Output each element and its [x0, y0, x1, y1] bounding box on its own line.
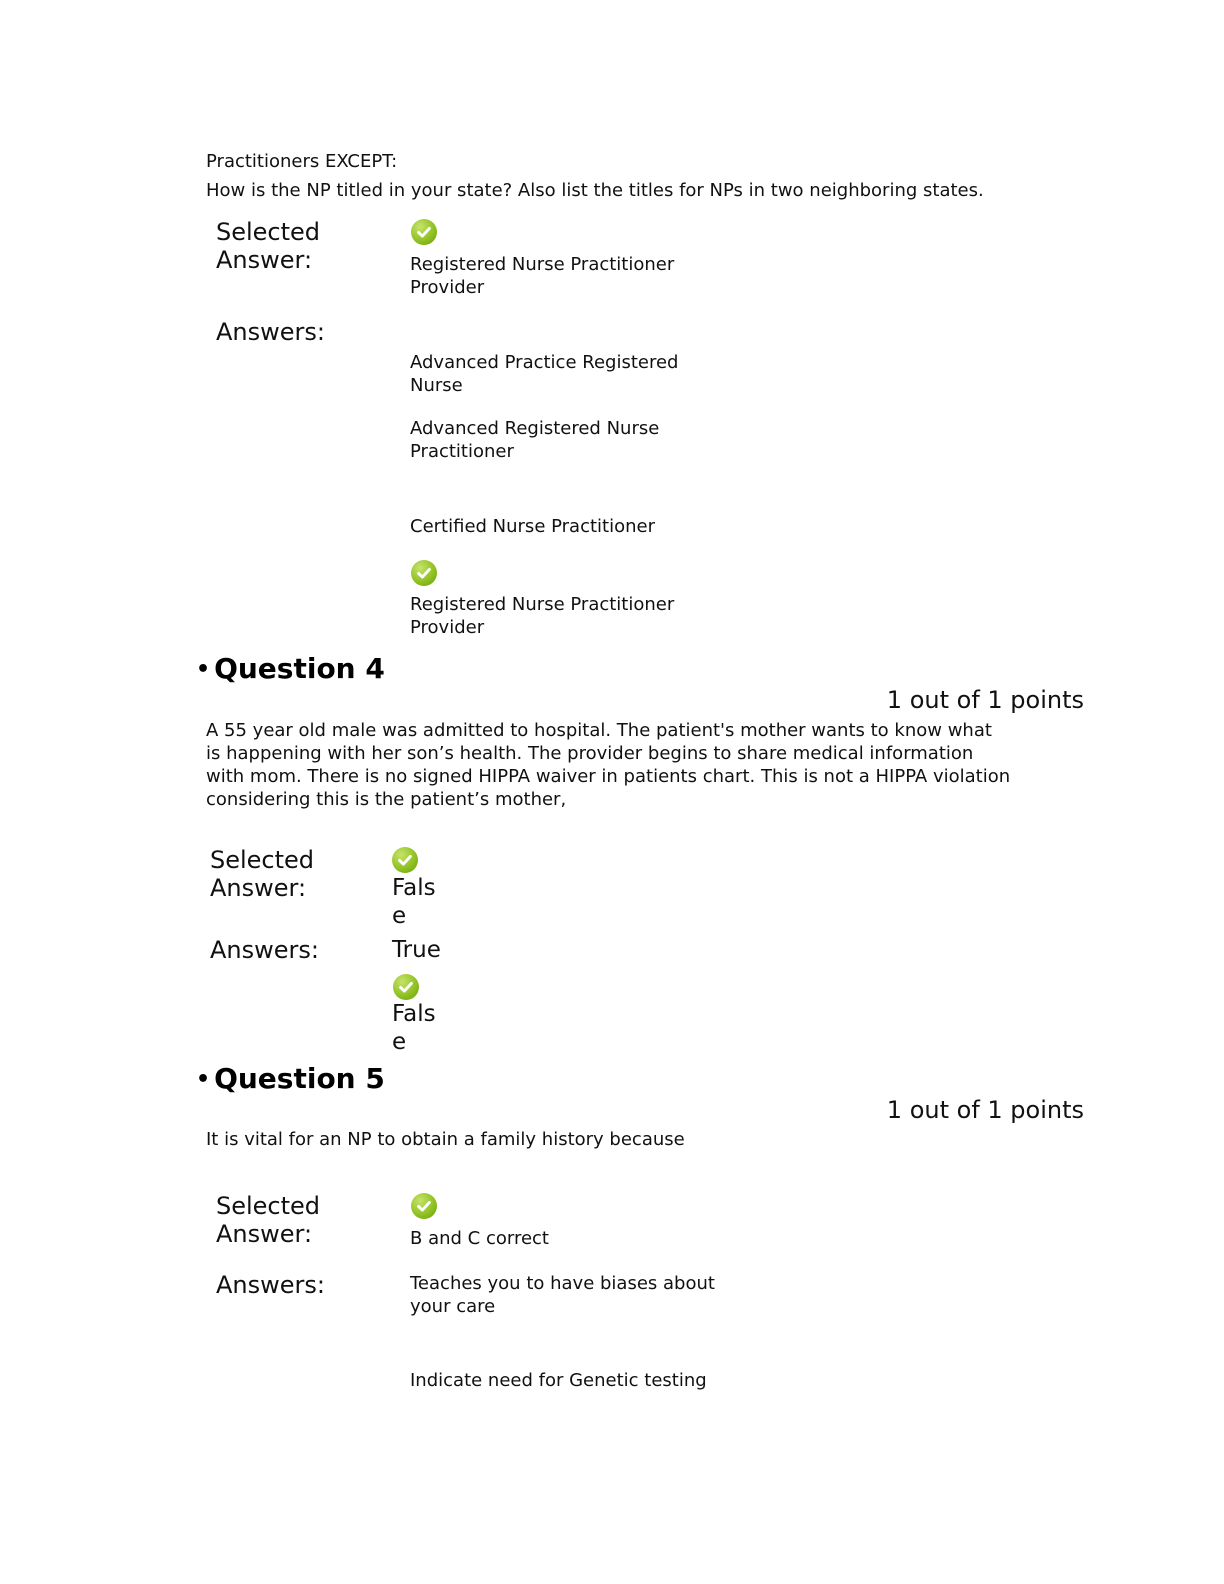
- check-circle-icon: [411, 219, 437, 245]
- question-intro-line1: Practitioners EXCEPT:: [206, 151, 398, 172]
- selected-answer-text: Fals e: [392, 875, 436, 929]
- check-circle-icon: [411, 560, 437, 586]
- bullet: •: [196, 657, 211, 682]
- selected-answer-text: Registered Nurse Practitioner Provider: [410, 254, 675, 298]
- check-circle-icon: [393, 974, 419, 1000]
- answers-label: Answers:: [216, 318, 325, 346]
- question-title: Question 5: [214, 1062, 385, 1095]
- selected-answer-text: B and C correct: [410, 1228, 549, 1249]
- question-text: A 55 year old male was admitted to hospital. The patient's mother wants to know what is happening with her son’s health. The provider begins to share medical information with mom. There is no signed HIPPA waiver in patients chart. This is not a HIPPA violation considering this is the patient’s mother,: [206, 720, 1011, 810]
- answer-option: Advanced Practice Registered Nurse: [410, 352, 679, 396]
- check-circle-icon: [411, 1193, 437, 1219]
- answer-option: Indicate need for Genetic testing: [410, 1370, 707, 1391]
- question-heading: [196, 1062, 385, 1095]
- answer-option: Advanced Registered Nurse Practitioner: [410, 418, 660, 462]
- answers-label: Answers:: [216, 1271, 325, 1299]
- answer-option: Teaches you to have biases about your care: [410, 1273, 715, 1317]
- selected-answer-label: Selected Answer:: [210, 846, 315, 902]
- check-circle-icon: [392, 847, 418, 873]
- answer-option-correct: Fals e: [392, 1001, 436, 1055]
- answer-option-correct: Registered Nurse Practitioner Provider: [410, 594, 675, 638]
- question-points: 1 out of 1 points: [886, 686, 1084, 714]
- answer-option: True: [392, 937, 441, 963]
- question-title: Question 4: [214, 652, 385, 685]
- selected-answer-label: Selected Answer:: [216, 218, 321, 274]
- question-points: 1 out of 1 points: [886, 1096, 1084, 1124]
- selected-answer-label: Selected Answer:: [216, 1192, 321, 1248]
- answer-option: Certified Nurse Practitioner: [410, 516, 655, 537]
- question-intro-line2: How is the NP titled in your state? Also list the titles for NPs in two neighboring states.: [206, 180, 984, 201]
- answers-label: Answers:: [210, 936, 319, 964]
- question-heading: [196, 652, 385, 685]
- question-text: It is vital for an NP to obtain a family history because: [206, 1129, 685, 1150]
- bullet: •: [196, 1067, 211, 1092]
